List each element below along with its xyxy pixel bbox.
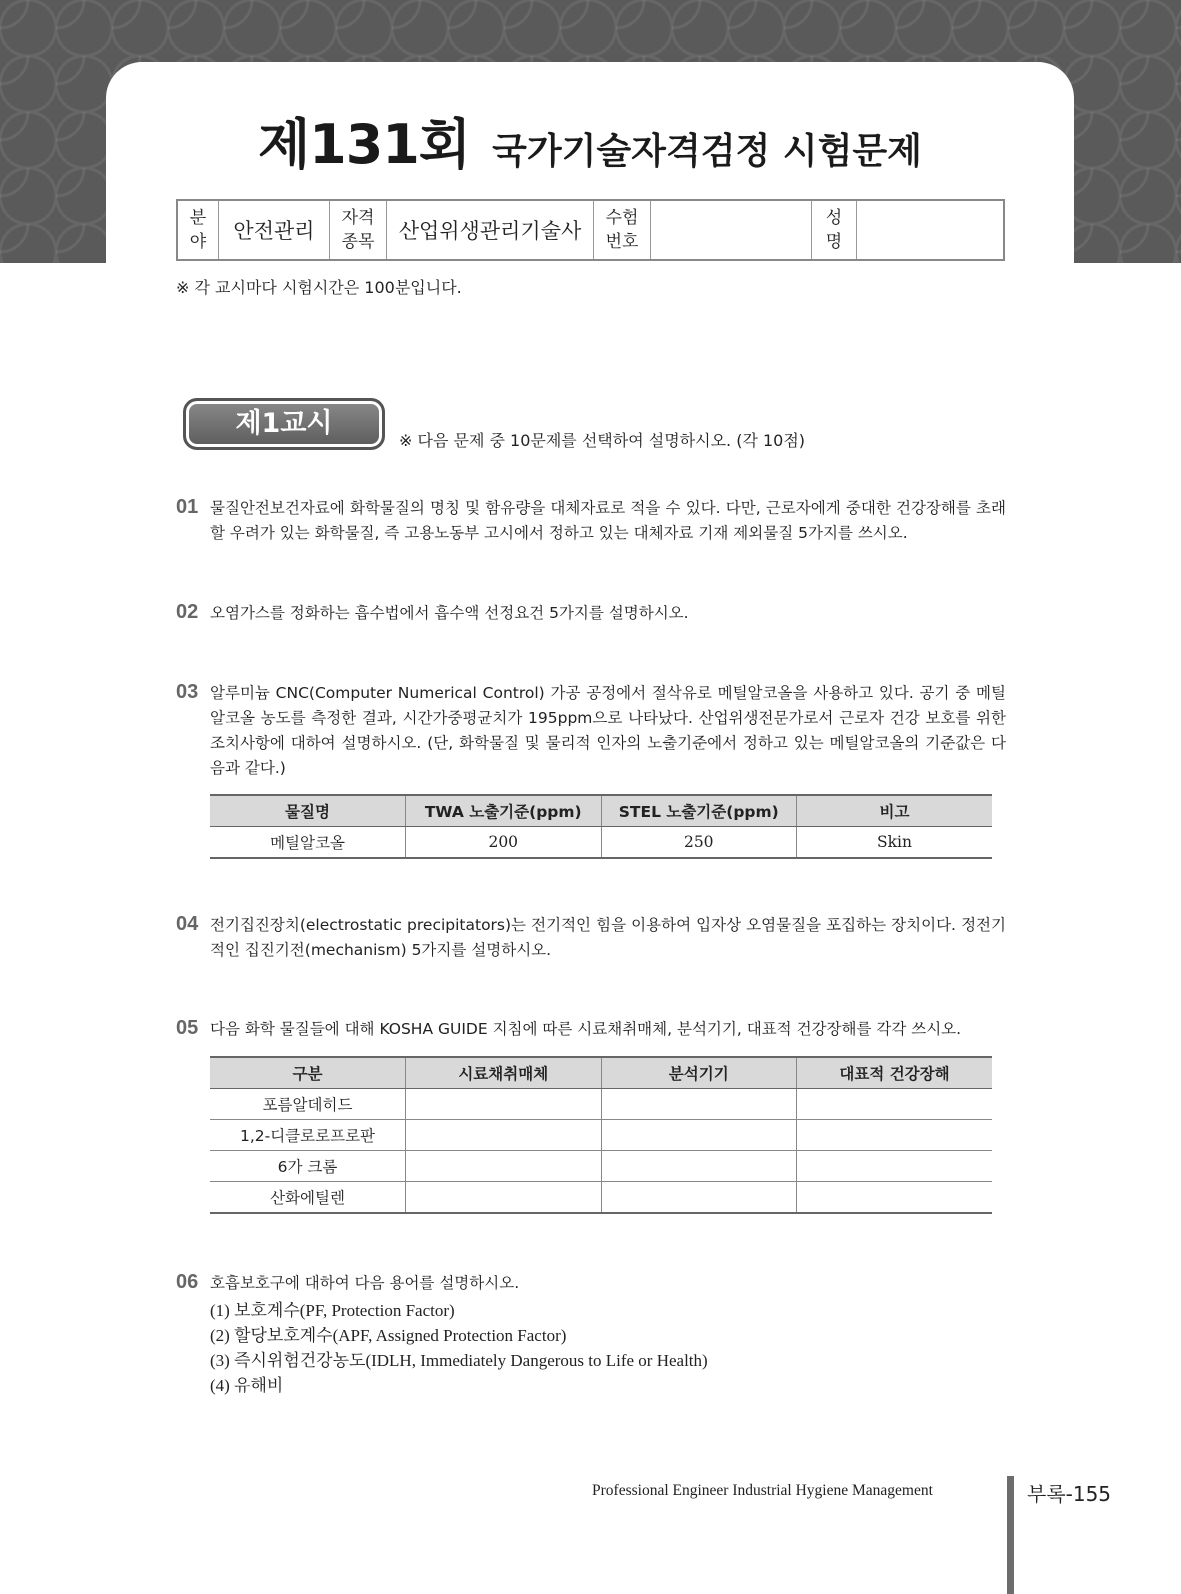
question-04 [176,913,1006,963]
question-number: 01 [176,496,199,518]
time-note: ※ 각 교시마다 시험시간은 100분입니다. [176,278,462,297]
examno-label: 수험번호 [594,200,651,260]
question-text: 전기집진장치(electrostatic precipitators)는 전기적인 힘을 이용하여 입자상 오염물질을 포집하는 장치이다. 정전기적인 집진기전(mechanism) 5가지를 설명하시오. [210,916,1006,959]
question-text: 호흡보호구에 대하여 다음 용어를 설명하시오. [210,1274,520,1292]
table-header: TWA 노출기준(ppm) [406,795,602,827]
table-cell: Skin [797,827,993,859]
exam-title [258,102,922,179]
table-header: 구분 [210,1057,406,1089]
table-cell: 메틸알코올 [210,827,406,859]
table-cell: 산화에틸렌 [210,1182,406,1214]
exam-info-table [176,199,1005,261]
question-03 [176,681,1006,781]
question-06 [176,1271,1006,1398]
question-number: 05 [176,1017,199,1039]
question-text: 오염가스를 정화하는 흡수법에서 흡수액 선정요건 5가지를 설명하시오. [210,604,689,622]
table-header: STEL 노출기준(ppm) [601,795,797,827]
field-label: 분야 [177,200,219,260]
list-item: (1) 보호계수(PF, Protection Factor) [210,1301,455,1320]
page-number: 부록-155 [1027,1482,1112,1506]
table-row [210,1182,992,1214]
question-05 [176,1017,1006,1042]
question-number: 04 [176,913,199,935]
field-value: 안전관리 [219,200,330,260]
question-number: 06 [176,1271,199,1293]
table-header: 대표적 건강장해 [797,1057,993,1089]
table-row [210,827,992,859]
table-header: 비고 [797,795,993,827]
table-row [210,1120,992,1151]
qual-value: 산업위생관리기술사 [387,200,594,260]
table-header: 물질명 [210,795,406,827]
question-number: 03 [176,681,199,703]
table-cell: 200 [406,827,602,859]
question-text: 알루미늄 CNC(Computer Numerical Control) 가공 공정에서 절삭유로 메틸알코올을 사용하고 있다. 공기 중 메틸알코올 농도를 측정한 결과, 시간가중평균치가 195ppm으로 나타났다. 산업위생전문가로서 근로자 건강 보호를 위한 조치사항에 대하여 설명하시오. (단, 화학물질 및 물리적 인자의 노출기준에서 정하고 있는 메틸알코올의 기준값은 다음과 같다.) [210,684,1006,777]
q6-item-list [210,1298,1006,1398]
examno-value [651,200,812,260]
table-cell: 250 [601,827,797,859]
list-item: (4) 유해비 [210,1376,284,1395]
table-header: 시료채취매체 [406,1057,602,1089]
table-cell: 6가 크롬 [210,1151,406,1182]
session-instruction: ※ 다음 문제 중 10문제를 선택하여 설명하시오. (각 10점) [399,431,806,450]
question-text: 다음 화학 물질들에 대해 KOSHA GUIDE 지침에 따른 시료채취매체, 분석기기, 대표적 건강장해를 각각 쓰시오. [210,1020,962,1038]
table-row [210,1151,992,1182]
name-label: 성명 [812,200,857,260]
question-01 [176,496,1006,546]
question-02 [176,601,1006,626]
session-badge: 제1교시 [183,398,385,450]
footer-book-title: Professional Engineer Industrial Hygiene Management [592,1482,933,1499]
methanol-limit-table [210,794,992,859]
qual-label: 자격종목 [330,200,387,260]
chemical-table [210,1056,992,1214]
footer-divider-bar [1007,1476,1014,1594]
exam-round: 제131회 [258,113,471,176]
table-cell: 포름알데히드 [210,1089,406,1120]
list-item: (3) 즉시위험건강농도(IDLH, Immediately Dangerous to Life or Health) [210,1351,708,1370]
question-text: 물질안전보건자료에 화학물질의 명칭 및 함유량을 대체자료로 적을 수 있다. 다만, 근로자에게 중대한 건강장해를 초래할 우려가 있는 화학물질, 즉 고용노동부 고시에서 정하고 있는 대체자료 기재 제외물질 5가지를 쓰시오. [210,499,1006,542]
list-item: (2) 할당보호계수(APF, Assigned Protection Factor) [210,1326,567,1345]
name-value [857,200,1005,260]
table-row [210,1089,992,1120]
table-header: 분석기기 [601,1057,797,1089]
question-number: 02 [176,601,199,623]
table-cell: 1,2-디클로로프로판 [210,1120,406,1151]
exam-title-text: 국가기술자격검정 시험문제 [492,131,922,172]
